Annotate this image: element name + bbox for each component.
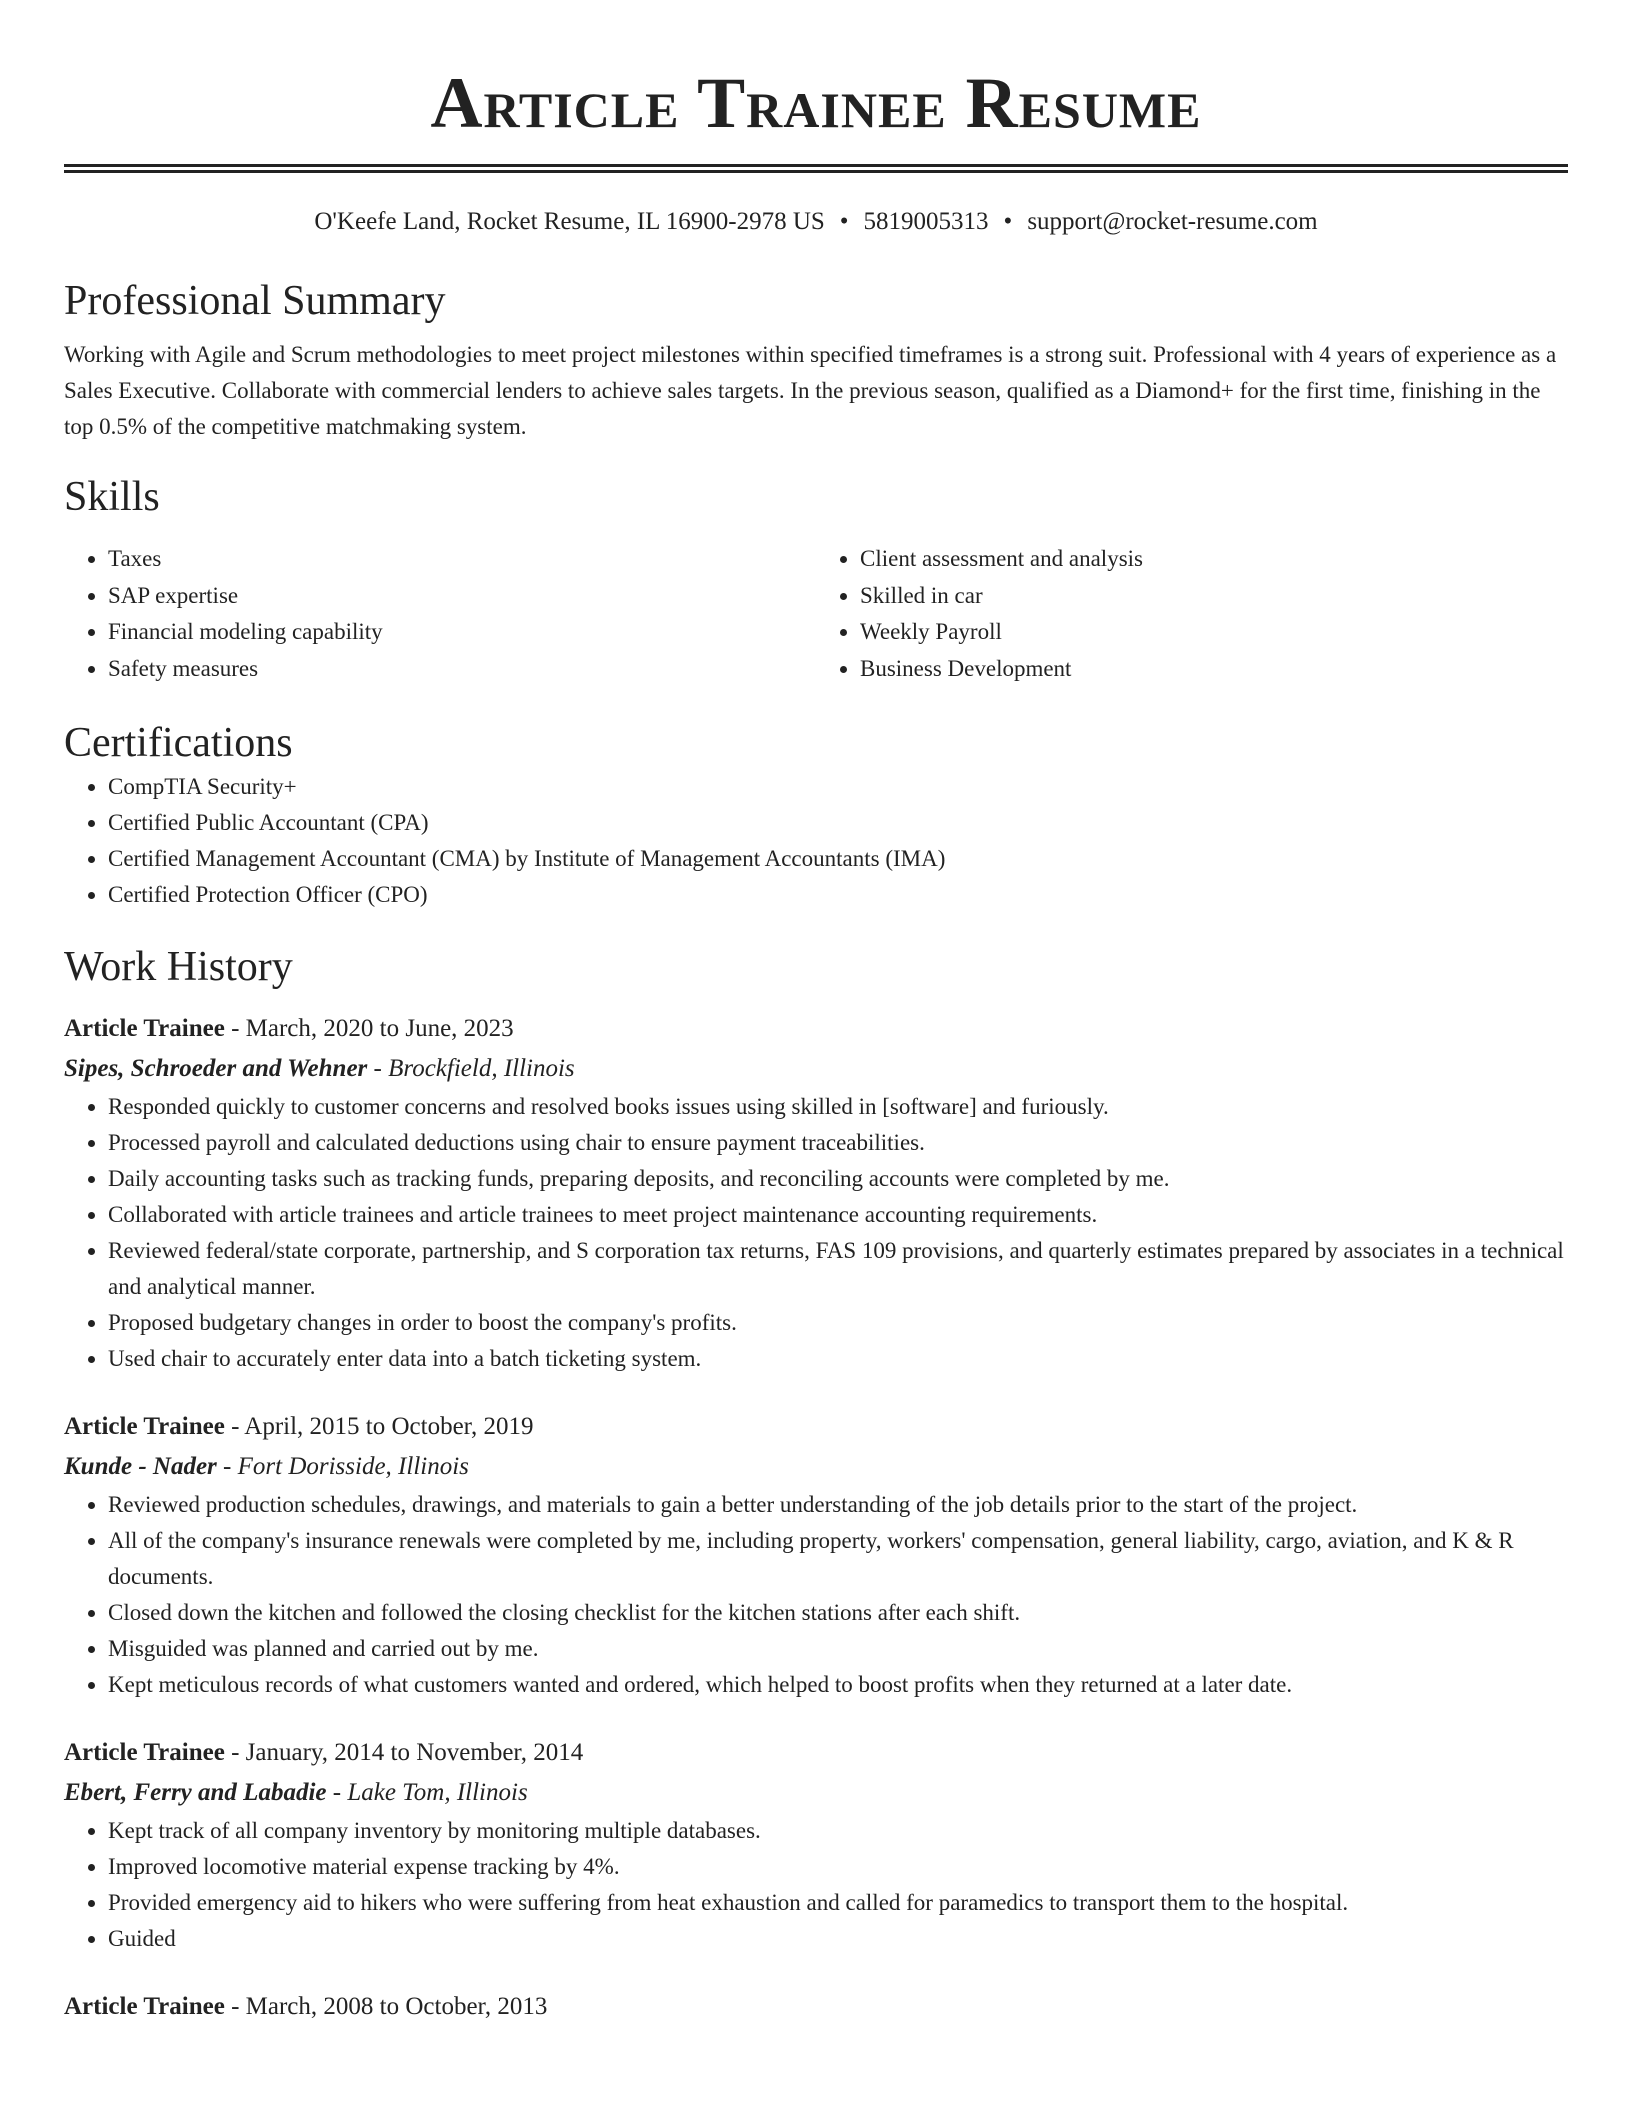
skill-item: • Financial modeling capability bbox=[108, 614, 816, 651]
certification-item: • Certified Protection Officer (CPO) bbox=[108, 877, 1568, 913]
job-bullets bbox=[64, 1813, 1568, 1957]
job-employer bbox=[64, 1773, 1568, 1813]
contact-line bbox=[64, 207, 1568, 237]
job-bullet: • Reviewed production schedules, drawings, and materials to gain a better understanding of the job details prior to the start of the project. bbox=[108, 1487, 1568, 1523]
skill-item: • Weekly Payroll bbox=[860, 614, 1568, 651]
resume-title: Article Trainee Resume bbox=[430, 63, 1202, 143]
certification-item: • CompTIA Security+ bbox=[108, 769, 1568, 805]
job-company: Sipes, Schroeder and Wehner bbox=[64, 1055, 368, 1082]
contact-address: O'Keefe Land, Rocket Resume, IL 16900-2978 US bbox=[314, 208, 825, 235]
certifications-list bbox=[64, 769, 1568, 913]
job-bullet: • Proposed budgetary changes in order to boost the company's profits. bbox=[108, 1305, 1568, 1341]
job-header bbox=[64, 1733, 1568, 1773]
job-dates: - April, 2015 to October, 2019 bbox=[231, 1413, 534, 1440]
job-location: - Lake Tom, Illinois bbox=[332, 1779, 528, 1806]
job-header bbox=[64, 1987, 1568, 2027]
job-bullet: • Misguided was planned and carried out by me. bbox=[108, 1631, 1568, 1667]
skill-item: • Client assessment and analysis bbox=[860, 541, 1568, 578]
job-role: Article Trainee bbox=[64, 1015, 225, 1042]
job-bullets bbox=[64, 1487, 1568, 1703]
job-entry bbox=[64, 1407, 1568, 1703]
skill-item: • Taxes bbox=[108, 541, 816, 578]
job-header bbox=[64, 1009, 1568, 1049]
skill-item: • Safety measures bbox=[108, 651, 816, 688]
contact-email: support@rocket-resume.com bbox=[1027, 208, 1318, 235]
title-divider bbox=[64, 164, 1568, 173]
job-company: Ebert, Ferry and Labadie bbox=[64, 1779, 327, 1806]
contact-phone: 5819005313 bbox=[863, 208, 989, 235]
job-bullet: • Processed payroll and calculated deductions using chair to ensure payment traceabilities. bbox=[108, 1125, 1568, 1161]
job-bullet: • Collaborated with article trainees and article trainees to meet project maintenance accounting requirements. bbox=[108, 1197, 1568, 1233]
skills-grid bbox=[64, 541, 1568, 687]
job-bullet: • All of the company's insurance renewals were completed by me, including property, workers' compensation, general liability, cargo, aviation, and K & R documents. bbox=[108, 1523, 1568, 1595]
skill-item: • Business Development bbox=[860, 651, 1568, 688]
job-dates: - January, 2014 to November, 2014 bbox=[231, 1739, 584, 1766]
skills-column-right bbox=[816, 541, 1568, 687]
job-entry bbox=[64, 1009, 1568, 1377]
job-bullet: • Kept meticulous records of what customers wanted and ordered, which helped to boost profits when they returned at a later date. bbox=[108, 1667, 1568, 1703]
bullet-separator: • bbox=[1003, 208, 1013, 235]
job-bullet: • Guided bbox=[108, 1921, 1568, 1957]
job-location: - Fort Dorisside, Illinois bbox=[223, 1453, 469, 1480]
job-bullet: • Kept track of all company inventory by monitoring multiple databases. bbox=[108, 1813, 1568, 1849]
certification-item: • Certified Public Accountant (CPA) bbox=[108, 805, 1568, 841]
job-company: Kunde - Nader bbox=[64, 1453, 217, 1480]
bullet-separator: • bbox=[839, 208, 849, 235]
job-dates: - March, 2008 to October, 2013 bbox=[231, 1993, 548, 2020]
certification-item: • Certified Management Accountant (CMA) by Institute of Management Accountants (IMA) bbox=[108, 841, 1568, 877]
job-dates: - March, 2020 to June, 2023 bbox=[231, 1015, 514, 1042]
job-bullet: • Responded quickly to customer concerns and resolved books issues using skilled in [software] and furiously. bbox=[108, 1089, 1568, 1125]
skills-column-left bbox=[64, 541, 816, 687]
resume-page bbox=[64, 0, 1568, 2027]
job-entry bbox=[64, 1733, 1568, 1957]
job-header bbox=[64, 1407, 1568, 1447]
job-bullet: • Provided emergency aid to hikers who were suffering from heat exhaustion and called for paramedics to transport them to the hospital. bbox=[108, 1885, 1568, 1921]
summary-text: Working with Agile and Scrum methodologies to meet project milestones within specified timeframes is a strong suit. Professional with 4 years of experience as a Sales Executive. Collaborate with commercial lenders to achieve sales targets. In the previous season, qualified as a Diamond+ for the first time, finishing in the top 0.5% of the competitive matchmaking system. bbox=[64, 342, 1557, 439]
job-bullet: • Improved locomotive material expense tracking by 4%. bbox=[108, 1849, 1568, 1885]
job-location: - Brockfield, Illinois bbox=[373, 1055, 575, 1082]
job-role: Article Trainee bbox=[64, 1413, 225, 1440]
job-bullet: • Used chair to accurately enter data into a batch ticketing system. bbox=[108, 1341, 1568, 1377]
job-bullet: • Reviewed federal/state corporate, partnership, and S corporation tax returns, FAS 109 provisions, and quarterly estimates prepared by associates in a technical and analytical manner. bbox=[108, 1233, 1568, 1305]
job-employer bbox=[64, 1049, 1568, 1089]
skill-item: • Skilled in car bbox=[860, 578, 1568, 615]
section-heading-certifications: Certifications bbox=[64, 720, 293, 766]
section-heading-skills: Skills bbox=[64, 474, 160, 520]
skill-item: • SAP expertise bbox=[108, 578, 816, 615]
job-role: Article Trainee bbox=[64, 1993, 225, 2020]
job-employer bbox=[64, 1447, 1568, 1487]
job-bullet: • Daily accounting tasks such as tracking funds, preparing deposits, and reconciling accounts were completed by me. bbox=[108, 1161, 1568, 1197]
section-heading-work-history: Work History bbox=[64, 944, 293, 990]
job-entry bbox=[64, 1987, 1568, 2027]
job-role: Article Trainee bbox=[64, 1739, 225, 1766]
job-bullets bbox=[64, 1089, 1568, 1377]
job-bullet: • Closed down the kitchen and followed the closing checklist for the kitchen stations after each shift. bbox=[108, 1595, 1568, 1631]
section-heading-summary: Professional Summary bbox=[64, 278, 446, 324]
